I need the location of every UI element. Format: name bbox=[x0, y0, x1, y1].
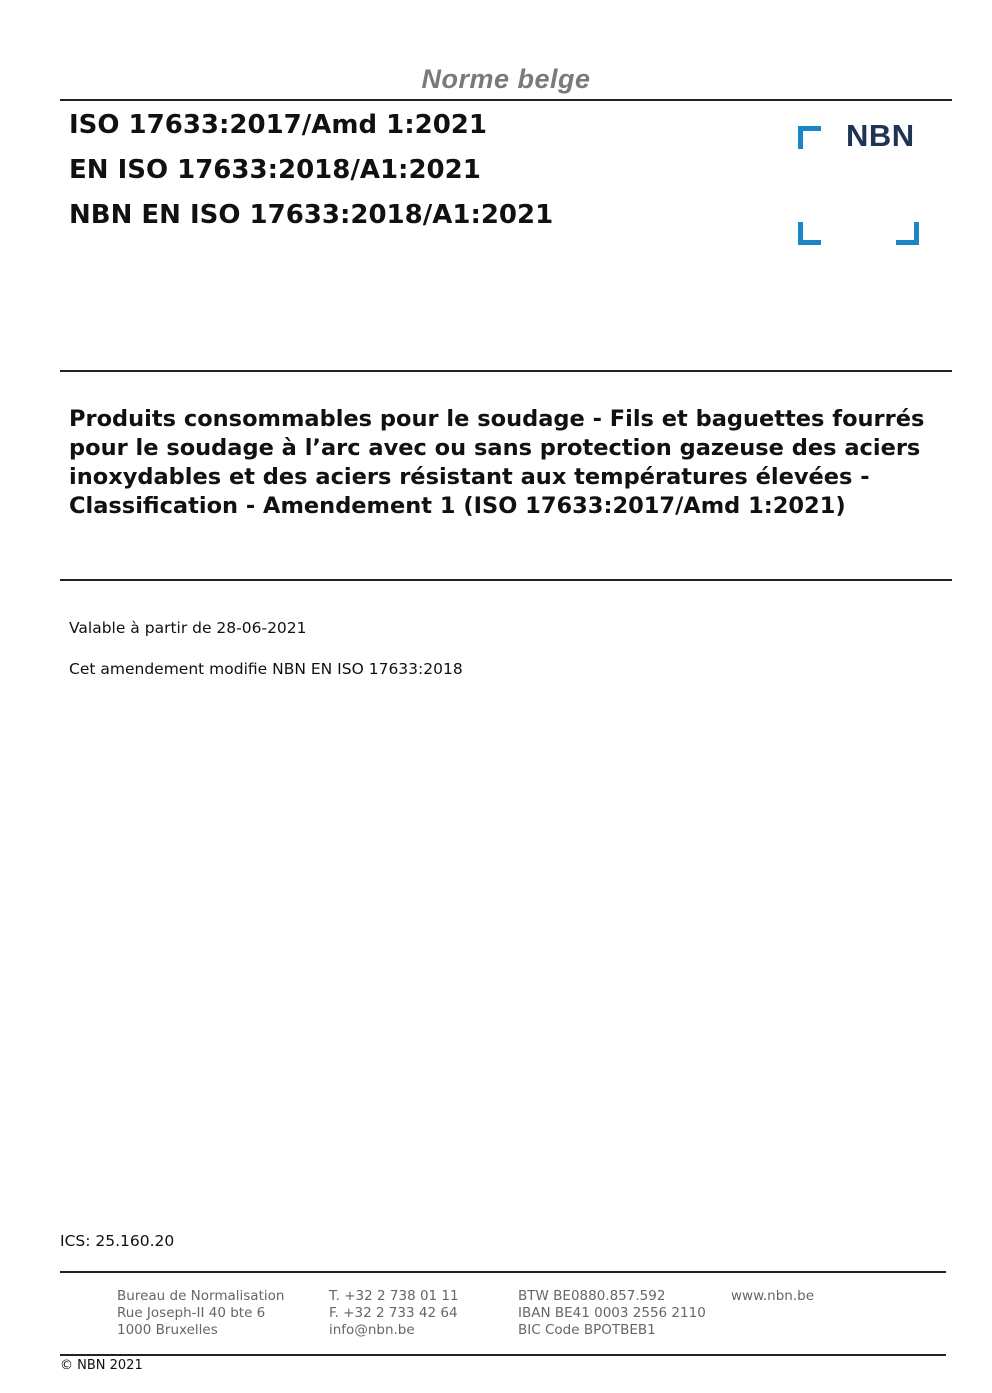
footer-line: 1000 Bruxelles bbox=[117, 1322, 218, 1338]
reference-en: EN ISO 17633:2018/A1:2021 bbox=[69, 155, 481, 185]
logo-bracket-bottom-left bbox=[798, 222, 821, 245]
footer-bank bbox=[518, 1288, 706, 1339]
divider bbox=[60, 1271, 946, 1273]
footer-contact bbox=[329, 1288, 459, 1339]
divider bbox=[60, 1354, 946, 1356]
divider bbox=[60, 579, 952, 581]
footer-line: BIC Code BPOTBEB1 bbox=[518, 1322, 656, 1338]
logo-bracket-bottom-right bbox=[896, 222, 919, 245]
footer-email: info@nbn.be bbox=[329, 1322, 415, 1338]
amendment-note: Cet amendement modifie NBN EN ISO 17633:2018 bbox=[69, 660, 463, 678]
logo-text: NBN bbox=[846, 118, 915, 153]
reference-nbn: NBN EN ISO 17633:2018/A1:2021 bbox=[69, 200, 554, 230]
footer-address bbox=[117, 1288, 284, 1339]
ics-code: ICS: 25.160.20 bbox=[60, 1232, 175, 1250]
footer-phone: T. +32 2 738 01 11 bbox=[329, 1288, 459, 1304]
footer-website bbox=[731, 1288, 814, 1305]
valid-from: Valable à partir de 28-06-2021 bbox=[69, 619, 307, 637]
footer-line: Bureau de Normalisation bbox=[117, 1288, 285, 1304]
footer-line: IBAN BE41 0003 2556 2110 bbox=[518, 1305, 706, 1321]
divider bbox=[60, 99, 952, 101]
copyright: © NBN 2021 bbox=[60, 1358, 143, 1373]
logo-bracket-top-left bbox=[798, 126, 821, 149]
footer-line: BTW BE0880.857.592 bbox=[518, 1288, 666, 1304]
divider bbox=[60, 370, 952, 372]
header-label: Norme belge bbox=[421, 64, 591, 94]
footer-fax: F. +32 2 733 42 64 bbox=[329, 1305, 458, 1321]
website-link: www.nbn.be bbox=[731, 1288, 815, 1304]
footer-line: Rue Joseph-II 40 bte 6 bbox=[117, 1305, 266, 1321]
document-title: Produits consommables pour le soudage - Fils et baguettes fourrés pour le soudage à l’arc avec ou sans protection gazeuse des aciers inoxydables et des aciers résistant aux températures élevées - Classification - Amendement 1 (ISO 17633:2017/Amd 1:2021) bbox=[69, 406, 925, 519]
reference-iso: ISO 17633:2017/Amd 1:2021 bbox=[69, 110, 487, 140]
